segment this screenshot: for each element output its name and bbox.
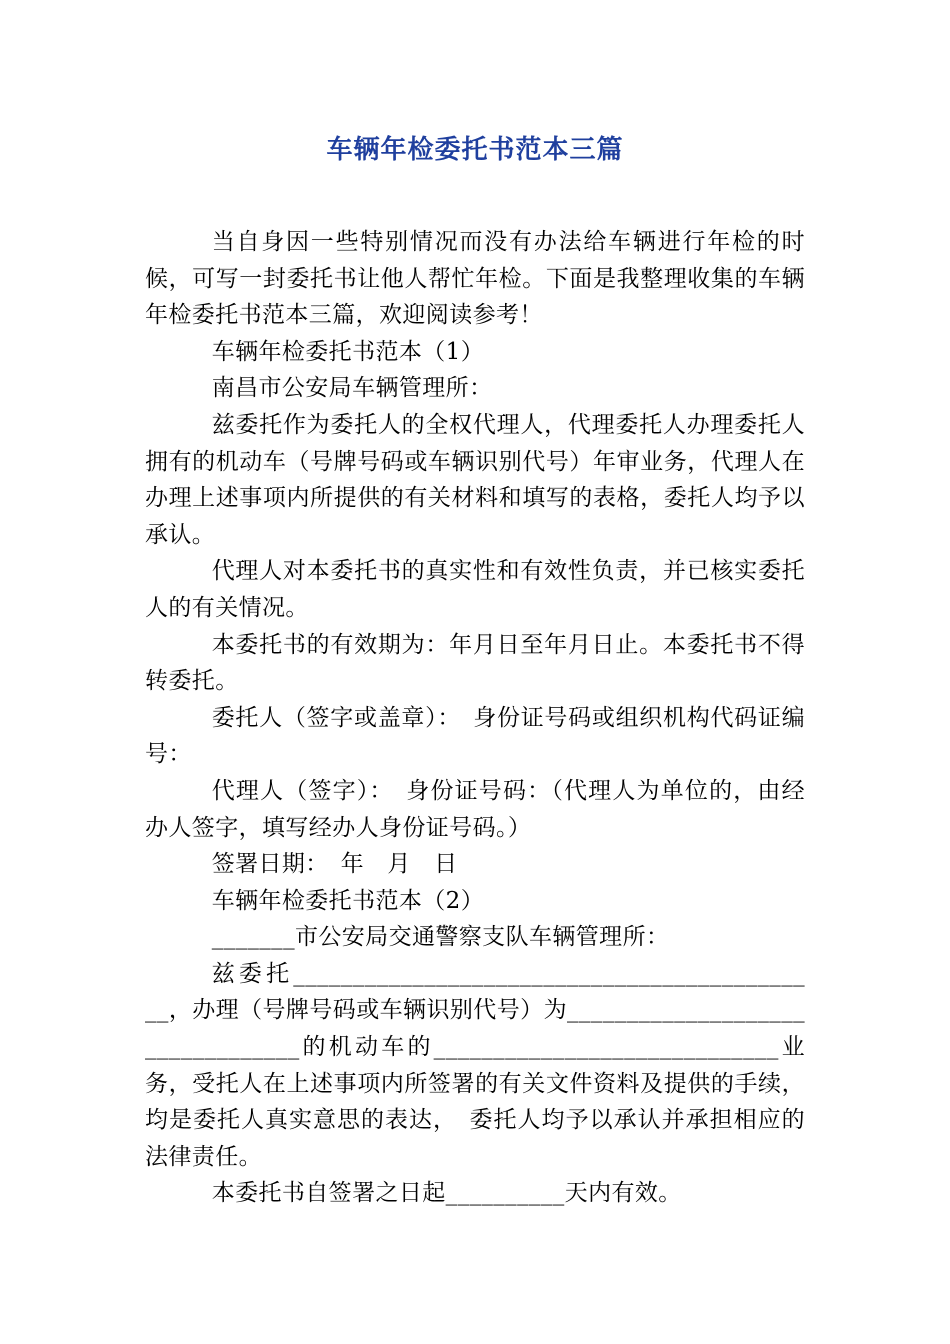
sample-1-principal-signature: 委托人（签字或盖章）： 身份证号码或组织机构代码证编号：	[145, 704, 805, 768]
sample-1-heading: 车辆年检委托书范本（1）	[211, 338, 485, 365]
sample-1-addressee: 南昌市公安局车辆管理所：	[211, 375, 493, 402]
sample-1-agent-signature: 代理人（签字）： 身份证号码：（代理人为单位的，由经办人签字，填写经办人身份证号码。）	[145, 777, 805, 841]
sample-1-authorization: 兹委托作为委托人的全权代理人，代理委托人办理委托人拥有的机动车（号牌号码或车辆识别代号）年审业务，代理人在办理上述事项内所提供的有关材料和填写的表格，委托人均予以承认。	[145, 411, 805, 548]
sample-2-heading: 车辆年检委托书范本（2）	[211, 887, 485, 914]
sample-1-validity: 本委托书的有效期为：年月日至年月日止。本委托书不得转委托。	[145, 631, 805, 695]
sample-2-validity: 本委托书自签署之日起__________天内有效。	[211, 1180, 682, 1207]
sample-2-addressee: _______市公安局交通警察支队车辆管理所：	[211, 924, 670, 951]
document-title: 车辆年检委托书范本三篇	[326, 135, 624, 165]
sample-1-responsibility: 代理人对本委托书的真实性和有效性负责，并已核实委托人的有关情况。	[145, 558, 805, 621]
document-body	[145, 224, 805, 1212]
sample-2-authorization: 兹委托_____________________________________________，办理（号牌号码或车辆识别代号）为_________________________________的机动车的_____________________________业务，受托人在上述事项内所签署的有关文件资料及提供的手续，均是委托人真实意思的表达， 委托人均予以承认并承担相应的法律责任。	[145, 960, 805, 1170]
intro-paragraph: 当自身因一些特别情况而没有办法给车辆进行年检的时候，可写一封委托书让他人帮忙年检。下面是我整理收集的车辆年检委托书范本三篇，欢迎阅读参考！	[145, 229, 805, 329]
sample-1-date: 签署日期： 年 月 日	[211, 851, 458, 878]
